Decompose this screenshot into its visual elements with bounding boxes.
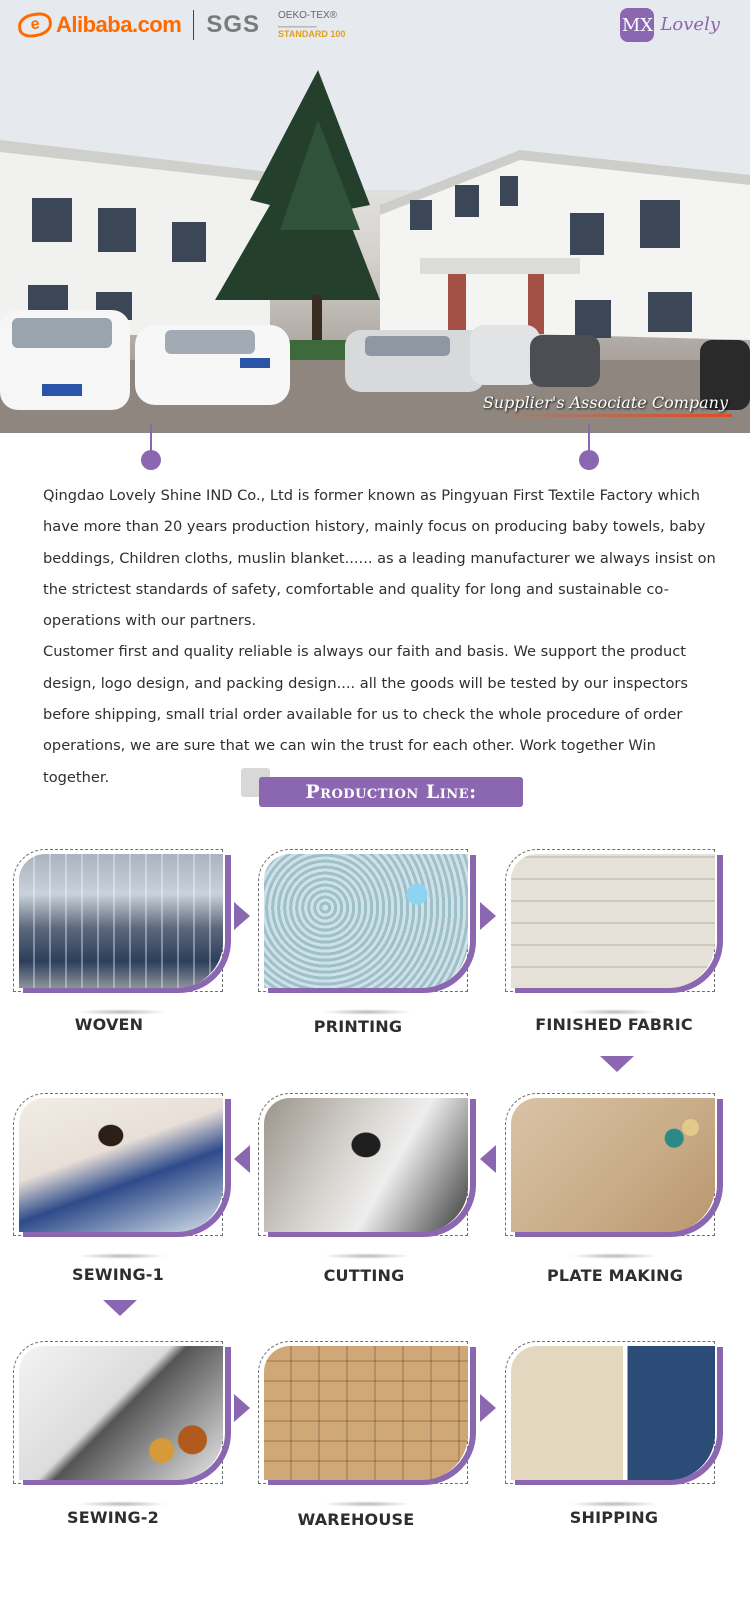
oeko-tex-fineprint: ▁▁▁▁▁▁▁▁▁▁	[278, 22, 317, 28]
arrow-down-icon	[103, 1300, 137, 1316]
step-label-printing: PRINTING	[313, 1017, 403, 1036]
brand-logo[interactable]	[620, 8, 720, 42]
step-label-plate-making: PLATE MAKING	[546, 1266, 684, 1285]
hero-caption: Supplier's Associate Company	[482, 393, 728, 412]
step-card-plate-making	[505, 1093, 723, 1245]
step-card-sewing-1	[13, 1093, 231, 1245]
step-card-sewing-2	[13, 1341, 231, 1493]
alibaba-logo[interactable]: e Alibaba.com	[18, 12, 181, 38]
cutting-photo	[264, 1098, 468, 1232]
card-shadow	[322, 1009, 412, 1015]
step-card-shipping	[505, 1341, 723, 1493]
company-intro	[43, 480, 723, 793]
step-card-finished-fabric	[505, 849, 723, 1001]
partner-logos	[18, 10, 345, 40]
sgs-logo: SGS	[206, 11, 260, 38]
card-shadow	[569, 1501, 659, 1507]
step-label-finished-fabric: FINISHED FABRIC	[535, 1015, 693, 1034]
arrow-down-icon	[600, 1056, 634, 1072]
brand-script: Lovely	[660, 14, 720, 35]
arrow-left-icon	[234, 1145, 250, 1173]
step-card-warehouse	[258, 1341, 476, 1493]
caption-underline	[512, 414, 732, 417]
arrow-right-icon	[480, 1394, 496, 1422]
hero-banner	[0, 0, 750, 433]
pin-line-left	[150, 424, 152, 452]
intro-paragraph-2: Customer first and quality reliable is always our faith and basis. We support the product design, logo design, and packing design.... all the goods will be tested by our inspectors before shipping, small trial order available for us to check the whole procedure of order operations, we are sure that we can win the trust for each other. Work together Win together.	[43, 643, 689, 786]
sewing-1-photo	[19, 1098, 223, 1232]
card-shadow	[322, 1501, 412, 1507]
arrow-right-icon	[480, 902, 496, 930]
logo-divider	[193, 10, 194, 40]
step-card-cutting	[258, 1093, 476, 1245]
step-label-cutting: CUTTING	[323, 1266, 405, 1285]
card-shadow	[77, 1501, 167, 1507]
pin-line-right	[588, 424, 590, 452]
oeko-tex-logo	[278, 11, 345, 39]
oeko-tex-name: OEKO-TEX®	[278, 10, 338, 21]
factory-photo	[0, 0, 750, 433]
intro-paragraph-1: Qingdao Lovely Shine IND Co., Ltd is former known as Pingyuan First Textile Factory which have more than 20 years production history, mainly focus on producing baby towels, baby beddings, Children cloths, muslin blanket...... as a leading manufacturer we always insist on the strictest standards of safety, comfortable and quality for long and sustainable co-operations with our partners.	[43, 487, 716, 630]
alibaba-e-icon: e	[16, 11, 53, 39]
finished-fabric-photo	[511, 854, 715, 988]
oeko-tex-standard: STANDARD 100	[278, 29, 346, 39]
shipping-photo	[511, 1346, 715, 1480]
step-card-printing	[258, 849, 476, 1001]
plate-making-photo	[511, 1098, 715, 1232]
arrow-right-icon	[234, 1394, 250, 1422]
woven-photo	[19, 854, 223, 988]
arrow-right-icon	[234, 902, 250, 930]
card-shadow	[322, 1253, 412, 1259]
sewing-2-photo	[19, 1346, 223, 1480]
pin-dot-left	[141, 450, 161, 470]
step-label-shipping: SHIPPING	[569, 1508, 659, 1527]
pin-dot-right	[579, 450, 599, 470]
printing-photo	[264, 854, 468, 988]
warehouse-photo	[264, 1346, 468, 1480]
step-label-sewing-1: SEWING-1	[72, 1265, 164, 1284]
brand-mark: MX	[620, 8, 654, 42]
card-shadow	[77, 1253, 167, 1259]
step-label-woven: WOVEN	[74, 1015, 144, 1034]
step-card-woven	[13, 849, 231, 1001]
step-label-warehouse: WAREHOUSE	[297, 1510, 415, 1529]
arrow-left-icon	[480, 1145, 496, 1173]
step-label-sewing-2: SEWING-2	[67, 1508, 159, 1527]
card-shadow	[569, 1253, 659, 1259]
section-title: Production Line:	[259, 777, 523, 807]
